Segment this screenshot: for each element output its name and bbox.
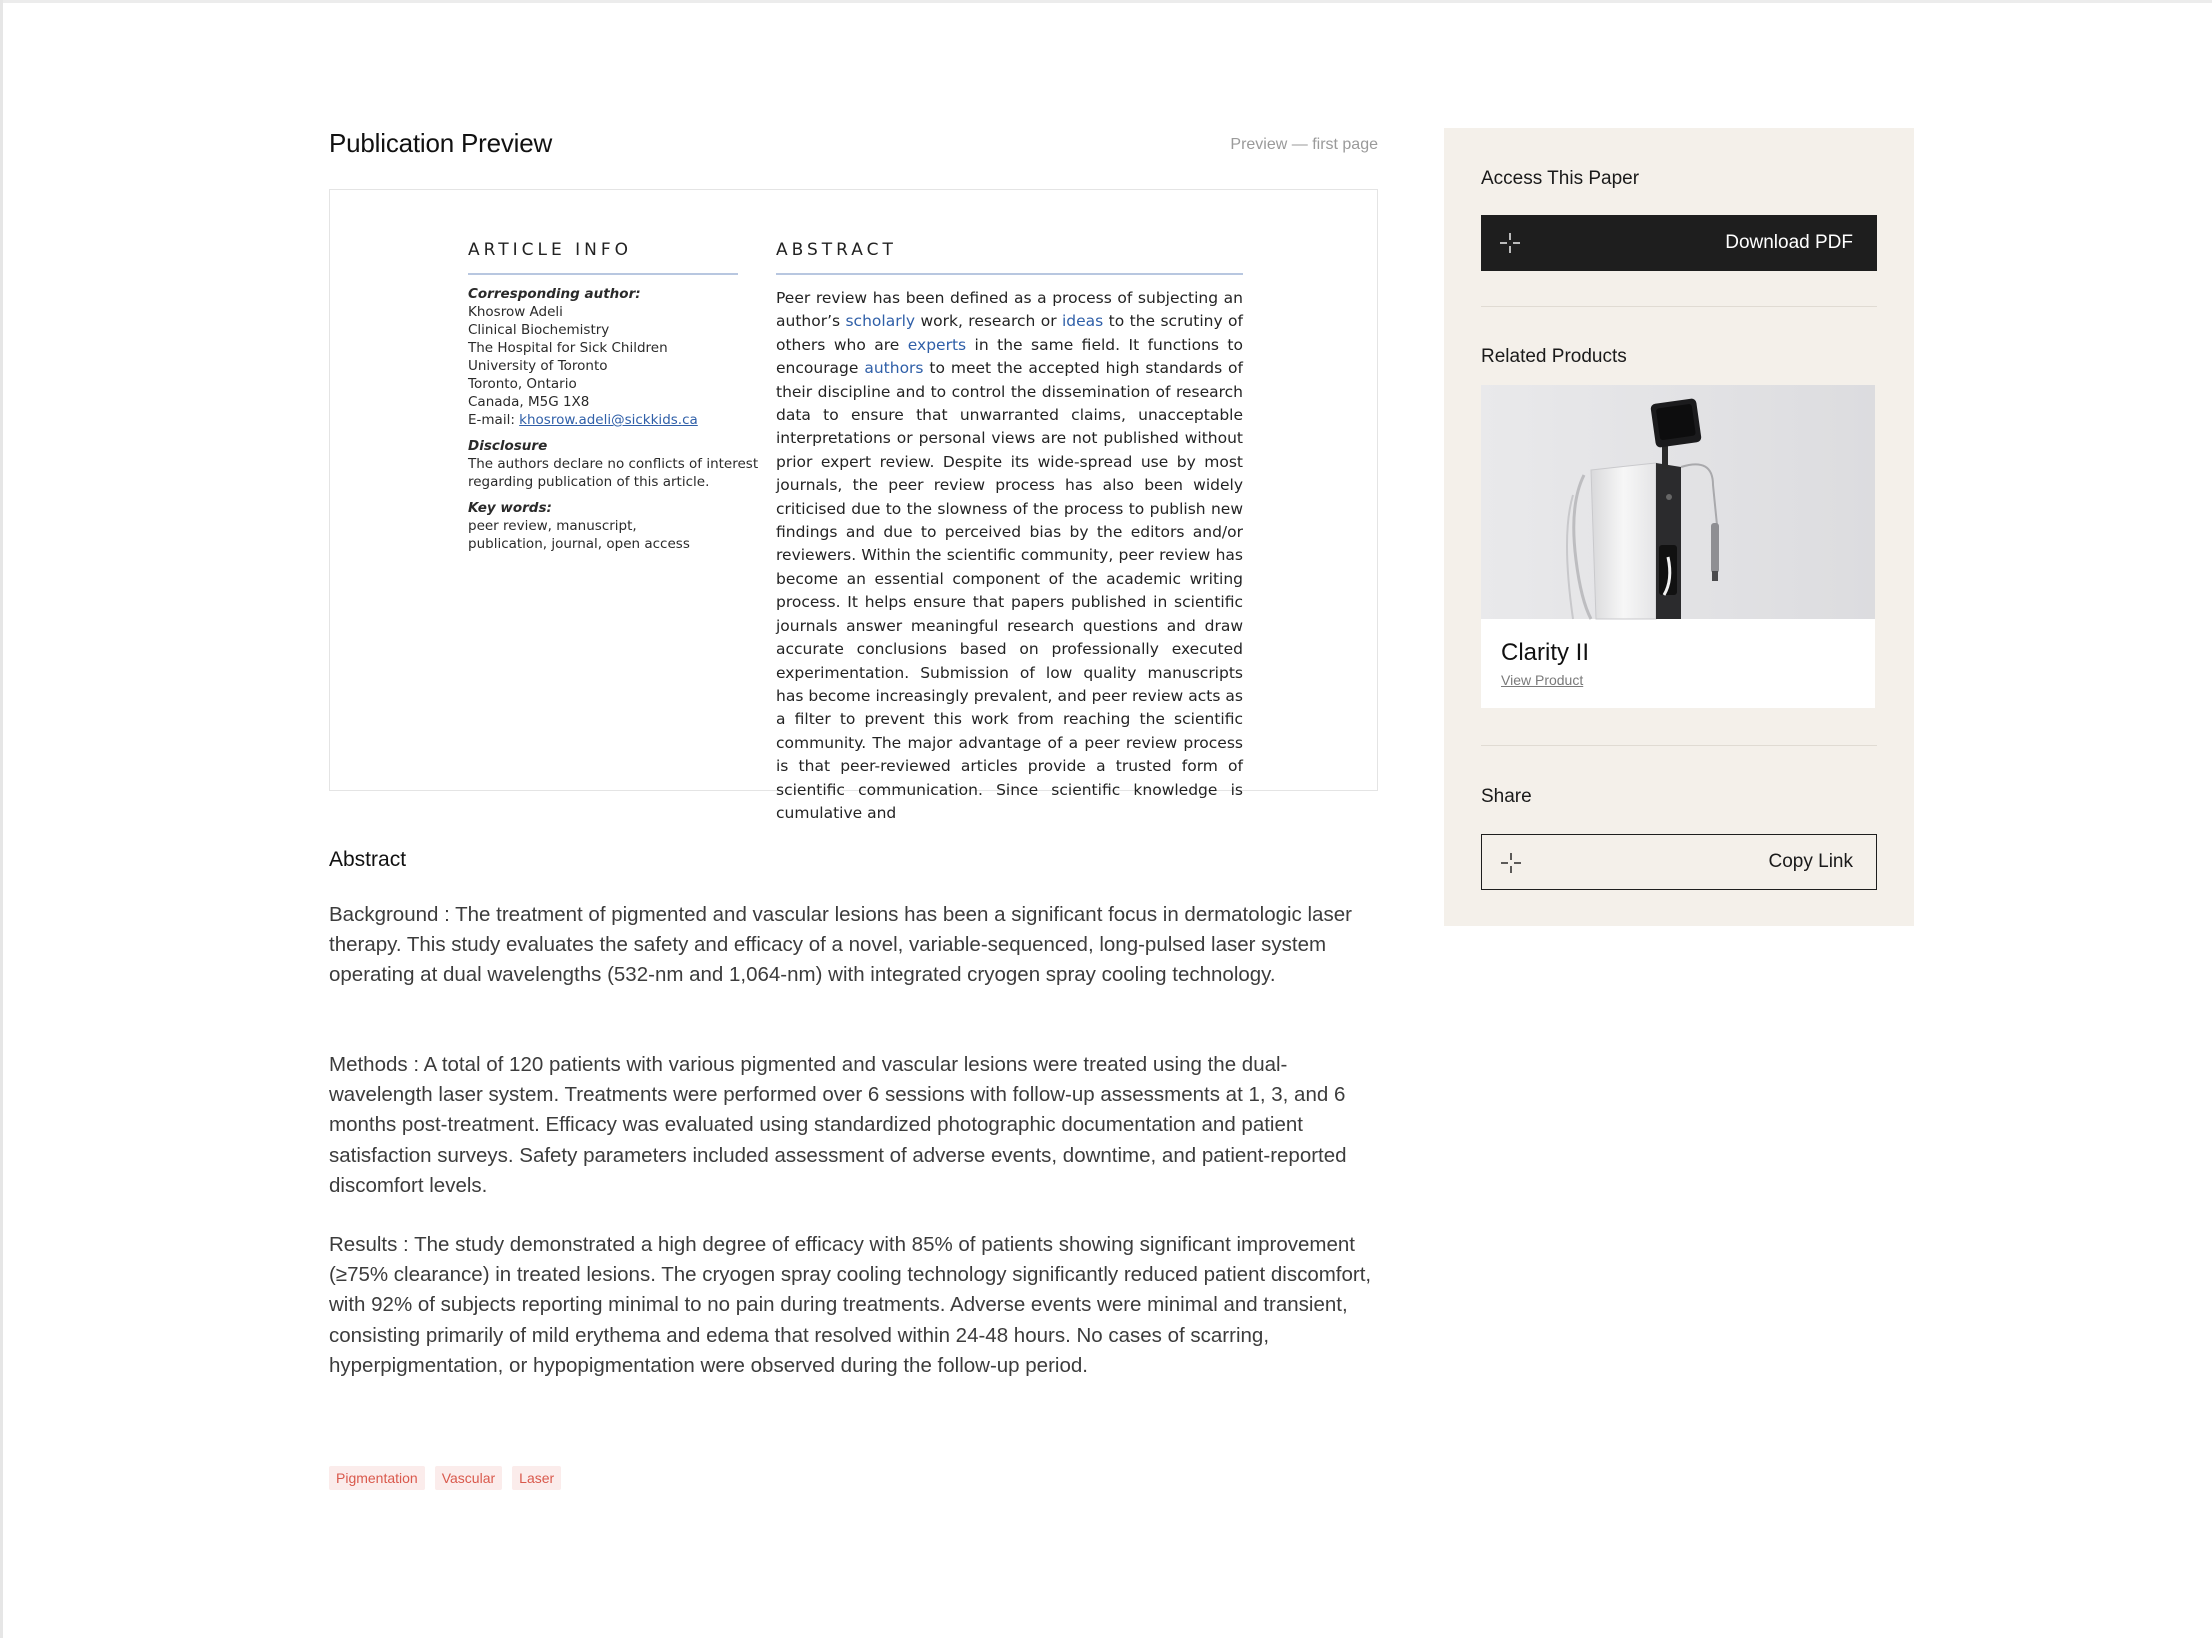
crosshair-icon [1500, 852, 1522, 874]
related-products-title: Related Products [1481, 346, 1627, 367]
view-product-link[interactable]: View Product [1501, 672, 1584, 688]
window-left-border [0, 0, 3, 1638]
copy-link-button[interactable] [1481, 834, 1877, 890]
abstract-text: work, research or [915, 312, 1062, 331]
copy-link-label: Copy Link [1768, 851, 1853, 872]
crosshair-icon [1499, 232, 1521, 254]
tag-pigmentation[interactable]: Pigmentation [329, 1466, 425, 1490]
abstract-paragraph-background: Background : The treatment of pigmented and vascular lesions has been a significant focus in dermatologic laser therapy. This study evaluates the safety and efficacy of a novel, variable-sequenced, long-pulsed laser system operating at dual wavelengths (532-nm and 1,064-nm) with integrated cryogen spray cooling technology. [329, 903, 1352, 987]
divider [1481, 306, 1877, 307]
email-label: E-mail: [468, 412, 520, 428]
abstract-text: Peer review has been defined as a process of subjecting an author’s [776, 289, 1243, 331]
keywords-line: peer review, manuscript, [468, 518, 637, 534]
window-top-border [0, 0, 2212, 3]
sidebar [1444, 128, 1914, 926]
product-card[interactable] [1481, 385, 1875, 708]
share-title: Share [1481, 786, 1532, 807]
pdf-preview[interactable] [329, 189, 1378, 822]
preview-note: Preview — first page [1230, 136, 1378, 153]
access-paper-title: Access This Paper [1481, 168, 1640, 189]
article-info-column [468, 240, 759, 553]
abstract-link[interactable]: authors [864, 359, 924, 378]
abstract-link[interactable]: experts [907, 335, 967, 354]
abstract-body [776, 287, 1243, 825]
abstract-column [776, 240, 1243, 825]
abstract-heading: ABSTRACT [776, 240, 1243, 275]
abstract-text: to meet the accepted high standards of their discipline and to control the dissemination of research data to ensure that unwarranted claims, unacceptable interpretations or personal views are not published without prior expert review. Despite its wide-spread use by most journals, the peer review process has also been widely criticised due to the slowness of the process to publish new findings and due to perceived bias by the editors and/or reviewers. Within the scientific community, peer review has become an essential component of the academic writing process. It helps ensure that papers published in scientific journals answer meaningful research questions and draw accurate conclusions based on professionally executed experimentation. Submission of low quality manuscripts has become increasingly prevalent, and peer review acts as a filter to prevent this work from reaching the scientific community. The major advantage of a peer review process is that peer-reviewed articles provide a trusted form of scientific communication. Since scientific knowledge is cumulative and [776, 359, 1243, 822]
disclosure-line: The authors declare no conflicts of interest [468, 456, 759, 472]
author-line: Clinical Biochemistry [468, 322, 610, 338]
download-pdf-label: Download PDF [1725, 232, 1853, 253]
product-name: Clarity II [1501, 639, 1590, 666]
author-line: University of Toronto [468, 358, 608, 374]
author-line: Canada, M5G 1X8 [468, 394, 590, 410]
keywords-label: Key words: [468, 500, 552, 516]
abstract-text: to the scrutiny of others who are [776, 312, 1243, 354]
laser-device-illustration [1481, 385, 1875, 619]
keywords-line: publication, journal, open access [468, 536, 690, 552]
abstract-paragraph-results: Results : The study demonstrated a high degree of efficacy with 85% of patients showing significant improvement (≥75% clearance) in treated lesions. The cryogen spray cooling technology significantly reduced patient discomfort, with 92% of subjects reporting minimal to no pain during treatments. Adverse events were minimal and transient, consisting primarily of mild erythema and edema that resolved within 24-48 hours. No cases of scarring, hyperpigmentation, or hypopigmentation were observed during the follow-up period. [329, 1233, 1372, 1377]
disclosure-line: regarding publication of this article. [468, 474, 710, 490]
divider [1481, 745, 1877, 746]
article-info-heading: ARTICLE INFO [468, 240, 738, 275]
abstract-link[interactable]: scholarly [845, 312, 916, 331]
preview-header [329, 128, 1378, 168]
author-email-link[interactable]: khosrow.adeli@sickkids.ca [519, 412, 698, 428]
abstract-link[interactable]: ideas [1062, 312, 1104, 331]
tag-vascular[interactable]: Vascular [435, 1466, 502, 1490]
page-title: Publication Preview [329, 128, 553, 158]
abstract-section-title: Abstract [329, 848, 407, 871]
abstract-paragraph-methods: Methods : A total of 120 patients with various pigmented and vascular lesions were treated using the dual-wavelength laser system. Treatments were performed over 6 sessions with follow-up assessments at 1, 3, and 6 months post-treatment. Efficacy was evaluated using standardized photographic documentation and patient satisfaction surveys. Safety parameters included assessment of adverse events, downtime, and patient-reported discomfort levels. [329, 1053, 1347, 1197]
tag-list [329, 1466, 561, 1490]
corresponding-author-label: Corresponding author: [468, 286, 641, 302]
download-pdf-button[interactable] [1481, 215, 1877, 271]
product-image [1481, 385, 1875, 619]
tag-laser[interactable]: Laser [512, 1466, 561, 1490]
abstract-text: in the same field. It functions to encourage [776, 335, 1243, 378]
author-line: Toronto, Ontario [468, 376, 577, 392]
corresponding-author-block [468, 285, 759, 553]
disclosure-label: Disclosure [468, 438, 548, 454]
author-email-line [468, 411, 738, 429]
author-line: The Hospital for Sick Children [468, 340, 668, 356]
author-line: Khosrow Adeli [468, 304, 563, 320]
